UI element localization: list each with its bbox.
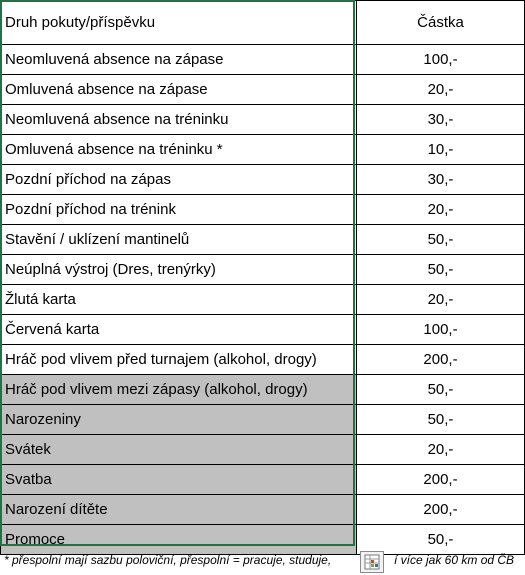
- header-type-cell[interactable]: Druh pokuty/příspěvku: [1, 1, 357, 45]
- table-header-row: [1, 1, 525, 45]
- header-amount-cell[interactable]: Částka: [357, 1, 525, 45]
- fine-type-cell[interactable]: Hráč pod vlivem mezi zápasy (alkohol, drogy): [1, 375, 357, 405]
- fine-type-cell[interactable]: Svatba: [1, 465, 357, 495]
- fine-amount-cell[interactable]: 100,-: [357, 45, 525, 75]
- table-row: [1, 435, 525, 465]
- quick-analysis-button[interactable]: [360, 551, 384, 573]
- fine-amount-cell[interactable]: 200,-: [357, 345, 525, 375]
- table-row: [1, 105, 525, 135]
- table-row: [1, 45, 525, 75]
- fine-type-cell[interactable]: Narozeniny: [1, 405, 357, 435]
- fine-amount-cell[interactable]: 20,-: [357, 435, 525, 465]
- fine-amount-cell[interactable]: 100,-: [357, 315, 525, 345]
- table-row: [1, 165, 525, 195]
- fine-amount-cell[interactable]: 200,-: [357, 465, 525, 495]
- fine-type-cell[interactable]: Promoce: [1, 525, 357, 555]
- fine-type-cell[interactable]: Neomluvená absence na tréninku: [1, 105, 357, 135]
- table-row: [1, 495, 525, 525]
- fine-type-cell[interactable]: Svátek: [1, 435, 357, 465]
- footnote: [4, 552, 524, 568]
- fine-amount-cell[interactable]: 30,-: [357, 165, 525, 195]
- fine-amount-cell[interactable]: 50,-: [357, 405, 525, 435]
- fine-type-cell[interactable]: Červená karta: [1, 315, 357, 345]
- table-row: [1, 135, 525, 165]
- fine-amount-cell[interactable]: 200,-: [357, 495, 525, 525]
- table-row: [1, 315, 525, 345]
- table-row: [1, 285, 525, 315]
- fine-amount-cell[interactable]: 20,-: [357, 285, 525, 315]
- fine-type-cell[interactable]: Omluvená absence na zápase: [1, 75, 357, 105]
- footnote-text-b: í více jak 60 km od ČB: [394, 553, 515, 567]
- table-row: [1, 405, 525, 435]
- fine-type-cell[interactable]: Stavění / uklízení mantinelů: [1, 225, 357, 255]
- table-row: [1, 525, 525, 555]
- footnote-text-a: * přespolní mají sazbu poloviční, přespolní = pracuje, studuje,: [4, 553, 332, 567]
- fine-type-cell[interactable]: Pozdní příchod na trénink: [1, 195, 357, 225]
- fine-type-cell[interactable]: Neúplná výstroj (Dres, trenýrky): [1, 255, 357, 285]
- fine-amount-cell[interactable]: 50,-: [357, 525, 525, 555]
- fine-type-cell[interactable]: Hráč pod vlivem před turnajem (alkohol, drogy): [1, 345, 357, 375]
- table-row: [1, 195, 525, 225]
- table-row: [1, 75, 525, 105]
- fine-type-cell[interactable]: Omluvená absence na tréninku *: [1, 135, 357, 165]
- fine-type-cell[interactable]: Narození dítěte: [1, 495, 357, 525]
- table-row: [1, 375, 525, 405]
- fine-amount-cell[interactable]: 30,-: [357, 105, 525, 135]
- table-row: [1, 255, 525, 285]
- table-row: [1, 345, 525, 375]
- fine-amount-cell[interactable]: 20,-: [357, 195, 525, 225]
- fine-type-cell[interactable]: Neomluvená absence na zápase: [1, 45, 357, 75]
- table-row: [1, 225, 525, 255]
- fine-type-cell[interactable]: Žlutá karta: [1, 285, 357, 315]
- fine-amount-cell[interactable]: 20,-: [357, 75, 525, 105]
- fine-amount-cell[interactable]: 50,-: [357, 225, 525, 255]
- fine-amount-cell[interactable]: 10,-: [357, 135, 525, 165]
- fine-amount-cell[interactable]: 50,-: [357, 375, 525, 405]
- quick-analysis-icon: [364, 554, 380, 570]
- fine-amount-cell[interactable]: 50,-: [357, 255, 525, 285]
- table-row: [1, 465, 525, 495]
- fine-type-cell[interactable]: Pozdní příchod na zápas: [1, 165, 357, 195]
